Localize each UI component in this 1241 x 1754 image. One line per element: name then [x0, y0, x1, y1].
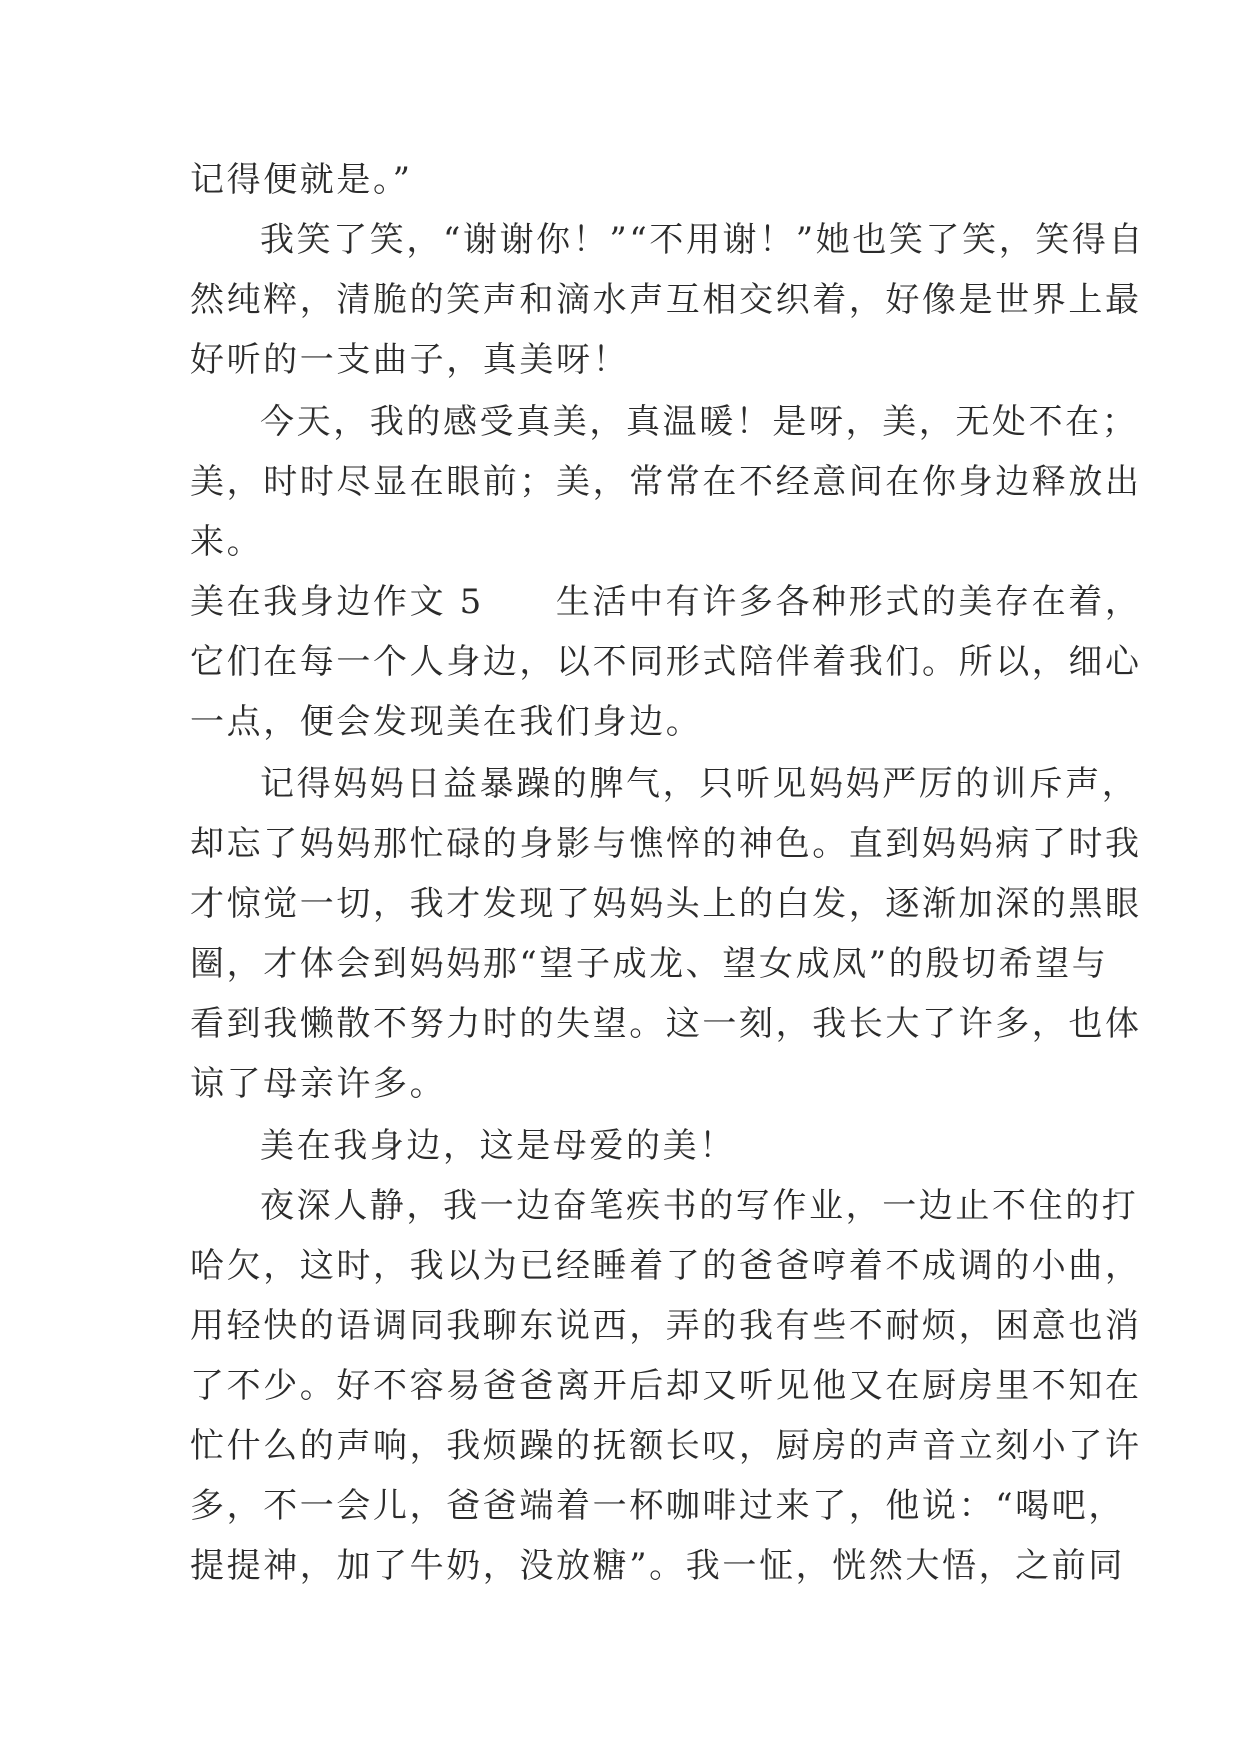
text-line: 它们在每一个人身边，以不同形式陪伴着我们。所以，细心 [190, 642, 1142, 682]
text-line: 忙什么的声响，我烦躁的抚额长叹，厨房的声音立刻小了许 [190, 1426, 1142, 1466]
text-line: 看到我懒散不努力时的失望。这一刻，我长大了许多，也体 [190, 1004, 1142, 1044]
paragraph-start-line: 记得妈妈日益暴躁的脾气，只听见妈妈严厉的训斥声， [260, 764, 1139, 804]
text-line: 用轻快的语调同我聊东说西，弄的我有些不耐烦，困意也消 [190, 1306, 1142, 1346]
text-line: 谅了母亲许多。 [190, 1064, 447, 1104]
paragraph-start-line: 我笑了笑，“谢谢你！”“不用谢！”她也笑了笑，笑得自 [260, 220, 1146, 260]
text-line: 提提神，加了牛奶，没放糖”。我一怔，恍然大悟，之前同 [190, 1546, 1125, 1586]
paragraph-start-line: 美在我身边，这是母爱的美！ [260, 1126, 736, 1166]
text-line: 圈，才体会到妈妈那“望子成龙、望女成凤”的殷切希望与 [190, 944, 1109, 984]
text-line: 好听的一支曲子，真美呀！ [190, 340, 630, 380]
paragraph-start-line: 夜深人静，我一边奋笔疾书的写作业，一边止不住的打 [260, 1186, 1139, 1226]
text-line: 哈欠，这时，我以为已经睡着了的爸爸哼着不成调的小曲， [190, 1246, 1142, 1286]
text-line: 来。 [190, 522, 264, 562]
text-line: 然纯粹，清脆的笑声和滴水声互相交织着，好像是世界上最 [190, 280, 1142, 320]
text-line: 美，时时尽显在眼前；美，常常在不经意间在你身边释放出 [190, 462, 1142, 502]
text-line: 却忘了妈妈那忙碌的身影与憔悴的神色。直到妈妈病了时我 [190, 824, 1142, 864]
paragraph-start-line: 今天，我的感受真美，真温暖！是呀，美，无处不在； [260, 402, 1139, 442]
text-line: 一点，便会发现美在我们身边。 [190, 702, 703, 742]
text-line: 记得便就是。” [190, 160, 413, 200]
text-line: 了不少。好不容易爸爸离开后却又听见他又在厨房里不知在 [190, 1366, 1142, 1406]
text-line: 多，不一会儿，爸爸端着一杯咖啡过来了，他说：“喝吧， [190, 1486, 1125, 1526]
section-heading-line [190, 572, 1142, 632]
text-line: 才惊觉一切，我才发现了妈妈头上的白发，逐渐加深的黑眼 [190, 884, 1142, 924]
section-heading: 美在我身边作文 5 [190, 582, 484, 622]
heading-continuation: 生活中有许多各种形式的美存在着， [555, 582, 1142, 622]
